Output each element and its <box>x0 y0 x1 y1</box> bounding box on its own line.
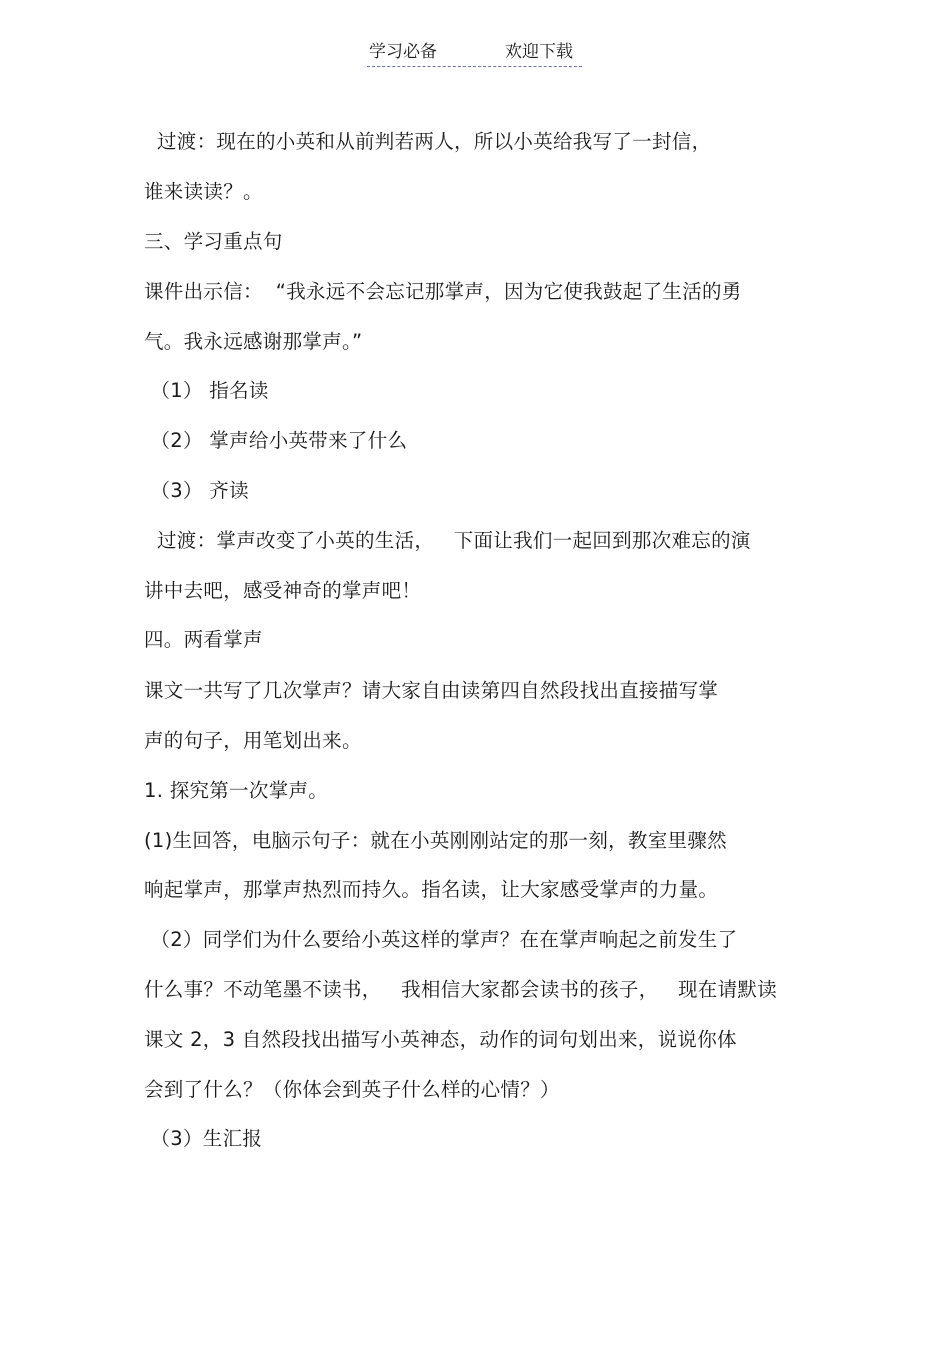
paragraph-line: 讲中去吧，感受神奇的掌声吧！ <box>144 579 422 602</box>
list-item: （3） 齐读 <box>144 479 249 502</box>
page-header <box>367 40 582 67</box>
paragraph-line: 声的句子，用笔划出来。 <box>144 729 362 752</box>
paragraph-line: 课文一共写了几次掌声？请大家自由读第四自然段找出直接描写掌 <box>144 679 719 702</box>
list-item: （2） 掌声给小英带来了什么 <box>144 429 408 452</box>
header-left-text: 学习必备 <box>369 42 437 62</box>
paragraph-line: (1)生回答，电脑示句子：就在小英刚刚站定的那一刻，教室里骤然 <box>144 829 727 852</box>
section-heading: 三、学习重点句 <box>144 230 283 253</box>
paragraph-line: 过渡：现在的小英和从前判若两人，所以小英给我写了一封信， <box>144 130 712 153</box>
list-item: （1） 指名读 <box>144 379 269 402</box>
paragraph-line: 谁来读读？。 <box>144 180 263 203</box>
paragraph-line: 气。我永远感谢那掌声。” <box>144 330 363 353</box>
subsection-heading: 1. 探究第一次掌声。 <box>144 779 329 802</box>
paragraph-line: 什么事？不动笔墨不读书， 我相信大家都会读书的孩子， 现在请默读 <box>144 978 777 1001</box>
section-heading: 四。两看掌声 <box>144 628 263 651</box>
paragraph-line: 响起掌声，那掌声热烈而持久。指名读，让大家感受掌声的力量。 <box>144 878 719 901</box>
header-right-text: 欢迎下载 <box>505 42 573 62</box>
paragraph-line: 会到了什么？（你体会到英子什么样的心情？） <box>144 1078 560 1101</box>
paragraph-line: 课文 2，3 自然段找出描写小英神态，动作的词句划出来，说说你体 <box>144 1028 737 1051</box>
paragraph-line: 过渡：掌声改变了小英的生活， 下面让我们一起回到那次难忘的演 <box>144 529 751 552</box>
paragraph-line: （2）同学们为什么要给小英这样的掌声？在在掌声响起之前发生了 <box>144 928 738 951</box>
list-item: （3）生汇报 <box>144 1127 263 1150</box>
paragraph-line: 课件出示信： “我永远不会忘记那掌声，因为它使我鼓起了生活的勇 <box>144 280 742 303</box>
